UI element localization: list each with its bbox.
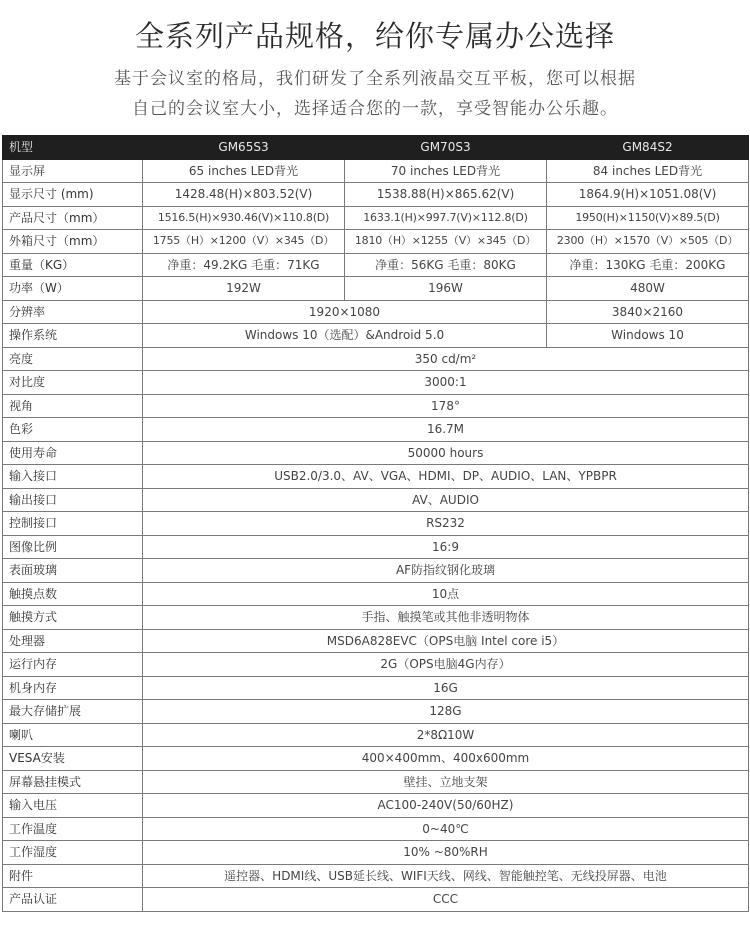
row-value-all: 350 cd/m² bbox=[143, 347, 749, 371]
row-label: 亮度 bbox=[3, 347, 143, 371]
row-value-all: 50000 hours bbox=[143, 441, 749, 465]
header-model-2: GM70S3 bbox=[345, 136, 547, 160]
row-value-all: 16G bbox=[143, 676, 749, 700]
table-row bbox=[3, 841, 749, 865]
row-label: 显示屏 bbox=[3, 159, 143, 183]
row-label: 分辨率 bbox=[3, 300, 143, 324]
row-label: VESA安装 bbox=[3, 747, 143, 771]
table-row bbox=[3, 371, 749, 395]
table-row bbox=[3, 864, 749, 888]
row-value-model-3: 2300（H）×1570（V）×505（D） bbox=[547, 230, 749, 254]
row-label: 控制接口 bbox=[3, 512, 143, 536]
row-label: 功率（W） bbox=[3, 277, 143, 301]
row-value-all: CCC bbox=[143, 888, 749, 912]
header-model-1: GM65S3 bbox=[143, 136, 345, 160]
row-label: 使用寿命 bbox=[3, 441, 143, 465]
table-row bbox=[3, 300, 749, 324]
row-label: 工作温度 bbox=[3, 817, 143, 841]
row-value-model-2: 70 inches LED背光 bbox=[345, 159, 547, 183]
row-label: 操作系统 bbox=[3, 324, 143, 348]
row-value-all: RS232 bbox=[143, 512, 749, 536]
table-row bbox=[3, 888, 749, 912]
table-row bbox=[3, 629, 749, 653]
table-row bbox=[3, 535, 749, 559]
intro-line-2: 自己的会议室大小，选择适合您的一款，享受智能办公乐趣。 bbox=[132, 99, 618, 119]
table-row bbox=[3, 394, 749, 418]
row-value-shared: Windows 10（选配）&Android 5.0 bbox=[143, 324, 547, 348]
row-label: 附件 bbox=[3, 864, 143, 888]
row-value-model-2: 1538.88(H)×865.62(V) bbox=[345, 183, 547, 207]
row-value-all: 16.7M bbox=[143, 418, 749, 442]
table-row bbox=[3, 206, 749, 230]
row-label: 运行内存 bbox=[3, 653, 143, 677]
table-row bbox=[3, 606, 749, 630]
row-value-all: 2G（OPS电脑4G内存） bbox=[143, 653, 749, 677]
table-row bbox=[3, 324, 749, 348]
row-label: 屏幕悬挂模式 bbox=[3, 770, 143, 794]
row-label: 图像比例 bbox=[3, 535, 143, 559]
row-value-shared: 1920×1080 bbox=[143, 300, 547, 324]
row-value-model-1: 1516.5(H)×930.46(V)×110.8(D) bbox=[143, 206, 345, 230]
row-value-all: 10% ~80%RH bbox=[143, 841, 749, 865]
row-value-all: 2*8Ω10W bbox=[143, 723, 749, 747]
row-value-all: 手指、触摸笔或其他非透明物体 bbox=[143, 606, 749, 630]
row-label: 重量（KG） bbox=[3, 253, 143, 277]
table-row bbox=[3, 347, 749, 371]
table-row bbox=[3, 700, 749, 724]
row-value-model-2: 1633.1(H)×997.7(V)×112.8(D) bbox=[345, 206, 547, 230]
row-value-all: 0~40℃ bbox=[143, 817, 749, 841]
row-label: 产品尺寸（mm） bbox=[3, 206, 143, 230]
row-value-model-3: 净重：130KG 毛重：200KG bbox=[547, 253, 749, 277]
table-row bbox=[3, 418, 749, 442]
table-row bbox=[3, 465, 749, 489]
row-label: 喇叭 bbox=[3, 723, 143, 747]
table-row bbox=[3, 159, 749, 183]
spec-table bbox=[2, 135, 749, 912]
row-label: 色彩 bbox=[3, 418, 143, 442]
row-label: 机身内存 bbox=[3, 676, 143, 700]
table-row bbox=[3, 277, 749, 301]
table-row bbox=[3, 794, 749, 818]
row-value-all: 128G bbox=[143, 700, 749, 724]
page-title: 全系列产品规格，给你专属办公选择 bbox=[134, 19, 615, 53]
table-row bbox=[3, 559, 749, 583]
row-value-model-3: 480W bbox=[547, 277, 749, 301]
row-label: 输出接口 bbox=[3, 488, 143, 512]
row-label: 触摸点数 bbox=[3, 582, 143, 606]
row-value-all: 400×400mm、400x600mm bbox=[143, 747, 749, 771]
table-header-row bbox=[3, 136, 749, 160]
row-value-all: AF防指纹钢化玻璃 bbox=[143, 559, 749, 583]
row-label: 对比度 bbox=[3, 371, 143, 395]
row-value-all: MSD6A828EVC（OPS电脑 Intel core i5） bbox=[143, 629, 749, 653]
row-value-all: USB2.0/3.0、AV、VGA、HDMI、DP、AUDIO、LAN、YPBPR bbox=[143, 465, 749, 489]
row-label: 产品认证 bbox=[3, 888, 143, 912]
row-value-model-1: 65 inches LED背光 bbox=[143, 159, 345, 183]
row-label: 输入接口 bbox=[3, 465, 143, 489]
table-row bbox=[3, 747, 749, 771]
table-row bbox=[3, 253, 749, 277]
row-value-all: 遥控器、HDMI线、USB延长线、WIFI天线、网线、智能触控笔、无线投屏器、电池 bbox=[143, 864, 749, 888]
header-model-3: GM84S2 bbox=[547, 136, 749, 160]
row-value-model-3: 1864.9(H)×1051.08(V) bbox=[547, 183, 749, 207]
row-value-all: 178° bbox=[143, 394, 749, 418]
table-row bbox=[3, 653, 749, 677]
row-label: 表面玻璃 bbox=[3, 559, 143, 583]
table-row bbox=[3, 512, 749, 536]
table-row bbox=[3, 183, 749, 207]
row-label: 工作湿度 bbox=[3, 841, 143, 865]
row-label: 输入电压 bbox=[3, 794, 143, 818]
row-value-all: 3000:1 bbox=[143, 371, 749, 395]
row-value-model-1: 1755（H）×1200（V）×345（D） bbox=[143, 230, 345, 254]
row-label: 触摸方式 bbox=[3, 606, 143, 630]
table-row bbox=[3, 676, 749, 700]
row-value-model-3: 1950(H)×1150(V)×89.5(D) bbox=[547, 206, 749, 230]
intro-line-1: 基于会议室的格局，我们研发了全系列液晶交互平板，您可以根据 bbox=[114, 69, 636, 89]
row-value-model-1: 1428.48(H)×803.52(V) bbox=[143, 183, 345, 207]
row-value-all: AV、AUDIO bbox=[143, 488, 749, 512]
row-value-model-3: 84 inches LED背光 bbox=[547, 159, 749, 183]
row-value-model-1: 净重：49.2KG 毛重：71KG bbox=[143, 253, 345, 277]
row-value-model-2: 1810（H）×1255（V）×345（D） bbox=[345, 230, 547, 254]
row-label: 处理器 bbox=[3, 629, 143, 653]
table-row bbox=[3, 723, 749, 747]
table-row bbox=[3, 230, 749, 254]
row-value-model-1: 192W bbox=[143, 277, 345, 301]
table-row bbox=[3, 817, 749, 841]
row-value-all: 壁挂、立地支架 bbox=[143, 770, 749, 794]
row-value-model-3: Windows 10 bbox=[547, 324, 749, 348]
row-value-all: 16:9 bbox=[143, 535, 749, 559]
row-value-all: AC100-240V(50/60HZ) bbox=[143, 794, 749, 818]
header-label: 机型 bbox=[3, 136, 143, 160]
table-row bbox=[3, 770, 749, 794]
row-label: 外箱尺寸（mm） bbox=[3, 230, 143, 254]
row-label: 视角 bbox=[3, 394, 143, 418]
row-value-model-2: 净重：56KG 毛重：80KG bbox=[345, 253, 547, 277]
row-value-all: 10点 bbox=[143, 582, 749, 606]
table-row bbox=[3, 582, 749, 606]
table-row bbox=[3, 441, 749, 465]
row-label: 最大存储扩展 bbox=[3, 700, 143, 724]
row-value-model-2: 196W bbox=[345, 277, 547, 301]
row-value-model-3: 3840×2160 bbox=[547, 300, 749, 324]
row-label: 显示尺寸 (mm) bbox=[3, 183, 143, 207]
table-row bbox=[3, 488, 749, 512]
